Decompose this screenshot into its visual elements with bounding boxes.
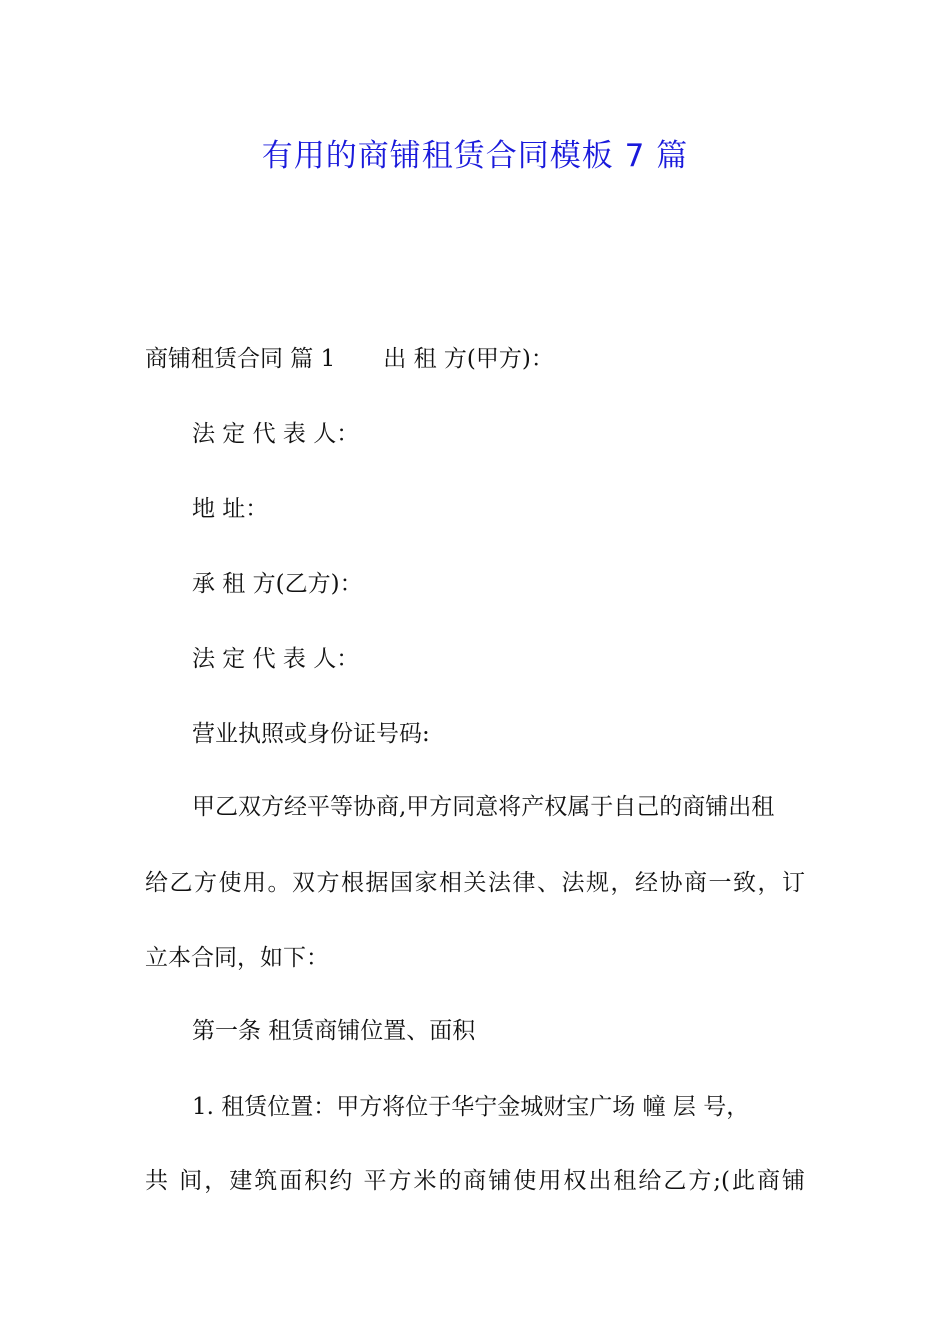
article-one-heading: 第一条 租赁商铺位置、面积 <box>192 1018 476 1044</box>
paragraph-line: 立本合同，如下： <box>145 945 329 971</box>
address-label: 地 址： <box>192 496 269 522</box>
legal-representative-label: 法 定 代 表 人： <box>192 421 360 447</box>
paragraph-line: 给乙方使用。双方根据国家相关法律、法规，经协商一致，订 <box>145 870 805 896</box>
paragraph-line: 1. 租赁位置：甲方将位于华宁金城财宝广场 幢 层 号， <box>192 1094 750 1120</box>
license-id-label: 营业执照或身份证号码: <box>192 721 430 747</box>
paragraph-line: 共 间，建筑面积约 平方米的商铺使用权出租给乙方;(此商铺 <box>145 1168 805 1194</box>
contract-heading-line <box>145 344 554 374</box>
document-title: 有用的商铺租赁合同模板 7 篇 <box>261 138 689 174</box>
lessor-label: 出 租 方(甲方)： <box>383 346 554 372</box>
paragraph-line: 甲乙双方经平等协商,甲方同意将产权属于自己的商铺出租 <box>192 794 775 820</box>
contract-heading: 商铺租赁合同 篇 1 <box>145 346 336 372</box>
lessee-label: 承 租 方(乙方)： <box>192 571 363 597</box>
lessee-legal-representative-label: 法 定 代 表 人： <box>192 646 360 672</box>
